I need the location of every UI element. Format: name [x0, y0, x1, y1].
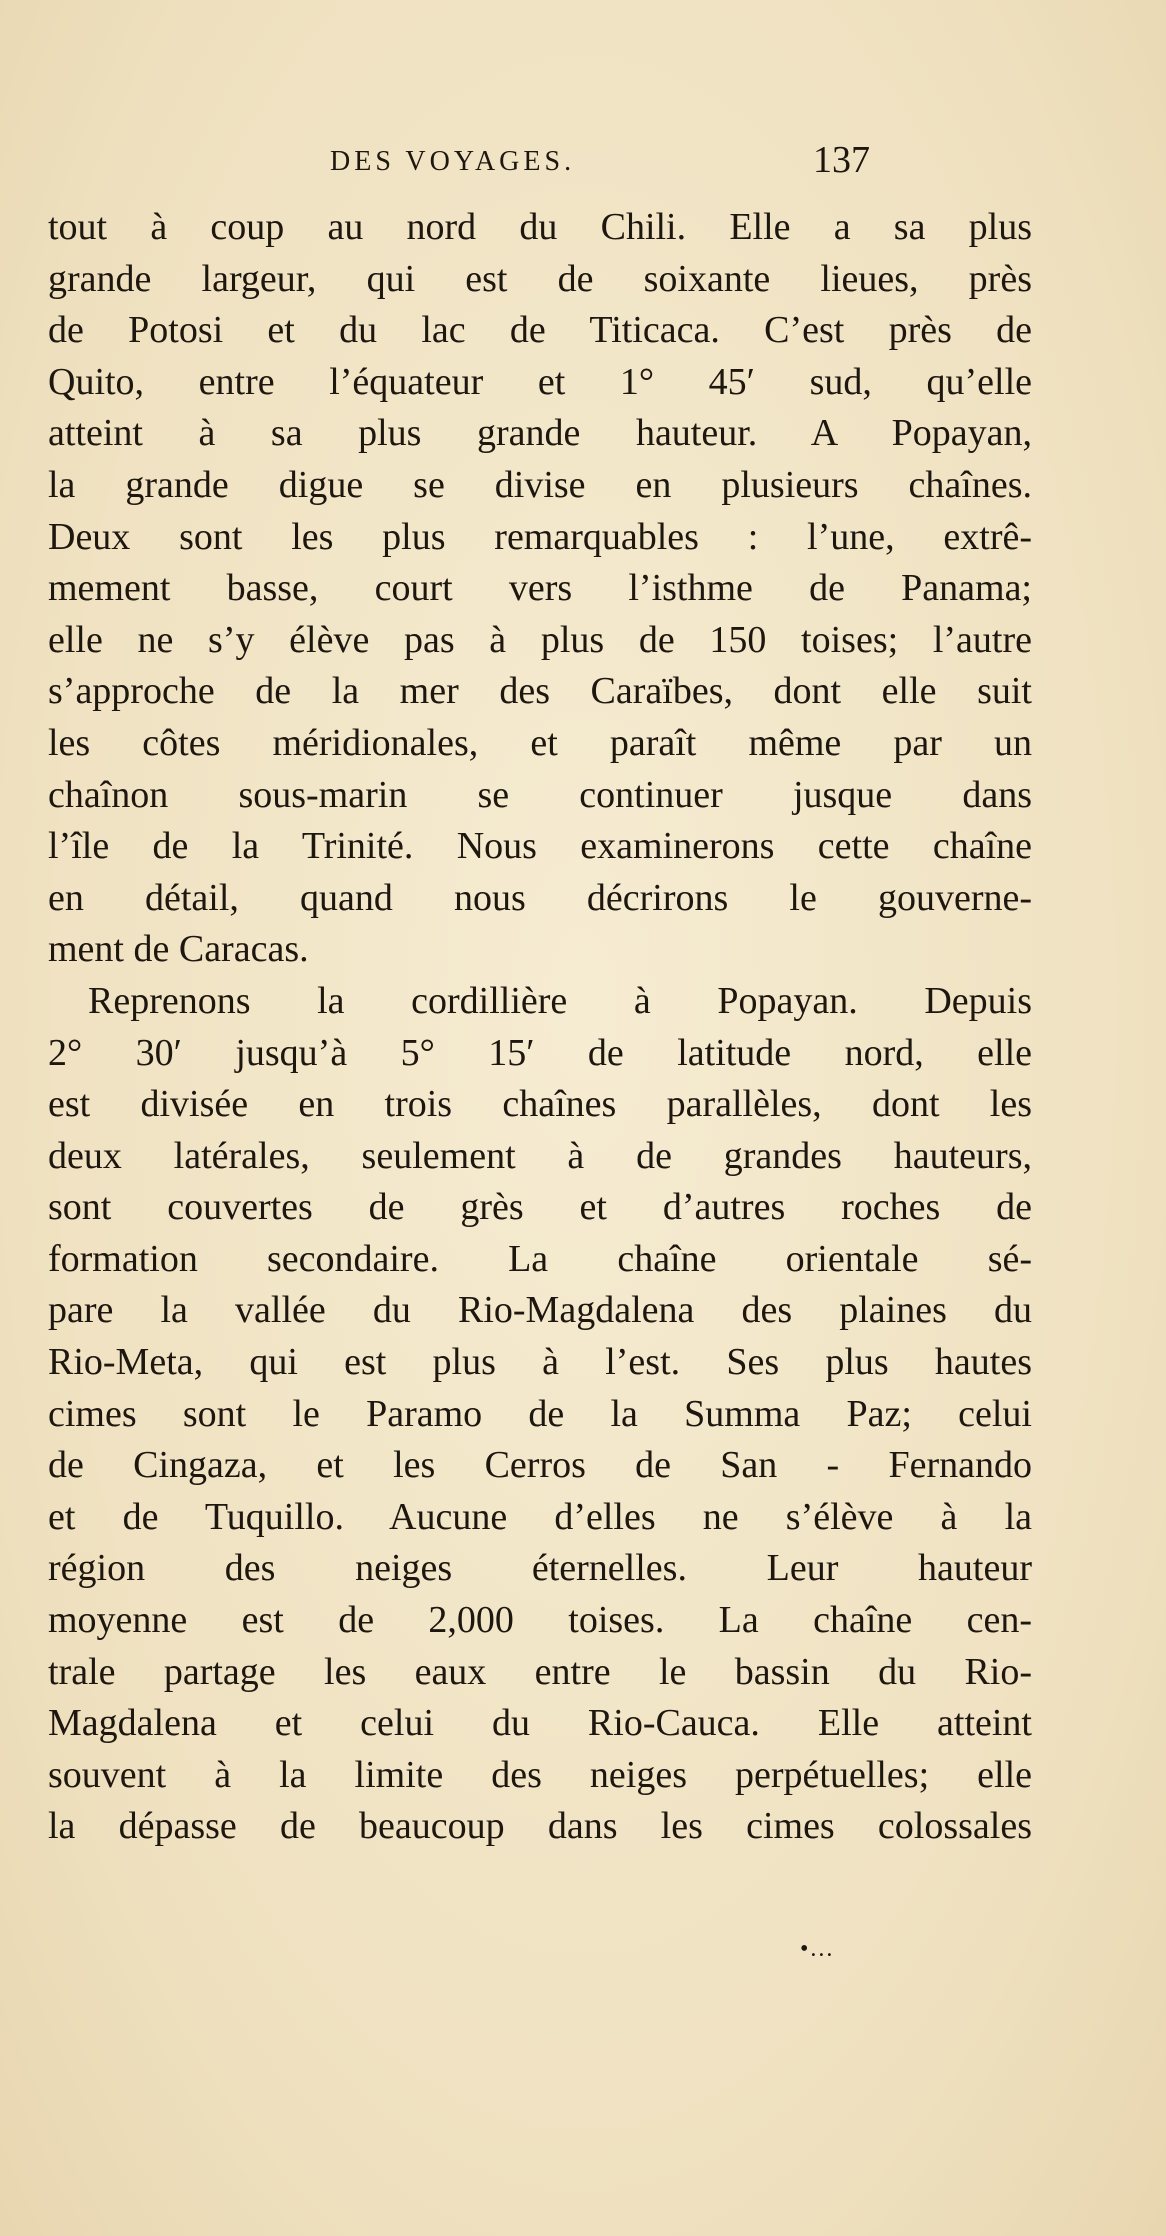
text-line: et de Tuquillo. Aucune d’elles ne s’élève à la [48, 1495, 1032, 1538]
running-title: DES VOYAGES. [330, 146, 576, 177]
text-line: trale partage les eaux entre le bassin du Rio- [48, 1650, 1032, 1693]
text-line: chaînon sous-marin se continuer jusque dans [48, 773, 1032, 816]
text-line: l’île de la Trinité. Nous examinerons cette chaîne [48, 825, 1032, 868]
text-line: Rio-Meta, qui est plus à l’est. Ses plus hautes [48, 1341, 1032, 1384]
text-line: de Potosi et du lac de Titicaca. C’est près de [48, 309, 1032, 352]
text-line: en détail, quand nous décrirons le gouverne- [48, 876, 1032, 919]
text-line: moyenne est de 2,000 toises. La chaîne cen- [48, 1599, 1032, 1642]
text-line: 2° 30′ jusqu’à 5° 15′ de latitude nord, elle [48, 1031, 1032, 1074]
text-line: cimes sont le Paramo de la Summa Paz; celui [48, 1392, 1032, 1435]
text-line: formation secondaire. La chaîne orientale sé- [48, 1237, 1032, 1280]
text-line: atteint à sa plus grande hauteur. A Popayan, [48, 412, 1032, 455]
text-line: Reprenons la cordillière à Popayan. Depuis [88, 979, 1032, 1022]
text-line: grande largeur, qui est de soixante lieues, près [48, 257, 1032, 300]
text-line: est divisée en trois chaînes parallèles, dont les [48, 1083, 1032, 1126]
text-line: Magdalena et celui du Rio-Cauca. Elle atteint [48, 1702, 1032, 1745]
text-line: Quito, entre l’équateur et 1° 45′ sud, qu’elle [48, 360, 1032, 403]
text-line: tout à coup au nord du Chili. Elle a sa plus [48, 206, 1032, 248]
text-line: mement basse, court vers l’isthme de Panama; [48, 567, 1032, 610]
text-line: ment de Caracas. [48, 928, 309, 971]
text-line: région des neiges éternelles. Leur hauteur [48, 1547, 1032, 1590]
text-line: Deux sont les plus remarquables : l’une, extrê- [48, 515, 1032, 558]
text-line: souvent à la limite des neiges perpétuelles; elle [48, 1753, 1032, 1796]
paragraph-1 [48, 202, 1032, 976]
text-line: de Cingaza, et les Cerros de San - Fernando [48, 1444, 1032, 1487]
paragraph-2 [48, 976, 1032, 1853]
page-number: 137 [813, 139, 870, 181]
body-text [48, 202, 1032, 1853]
catchword: •... [800, 1936, 835, 1962]
text-line: s’approche de la mer des Caraïbes, dont elle suit [48, 670, 1032, 713]
text-line: sont couvertes de grès et d’autres roches de [48, 1186, 1032, 1229]
text-line: deux latérales, seulement à de grandes hauteurs, [48, 1134, 1032, 1177]
text-line: la dépasse de beaucoup dans les cimes colossales [48, 1805, 1032, 1848]
running-head [330, 139, 870, 186]
text-line: elle ne s’y élève pas à plus de 150 toises; l’autre [48, 618, 1032, 661]
text-line: les côtes méridionales, et paraît même par un [48, 721, 1032, 764]
text-line: la grande digue se divise en plusieurs chaînes. [48, 463, 1032, 506]
text-line: pare la vallée du Rio-Magdalena des plaines du [48, 1289, 1032, 1332]
